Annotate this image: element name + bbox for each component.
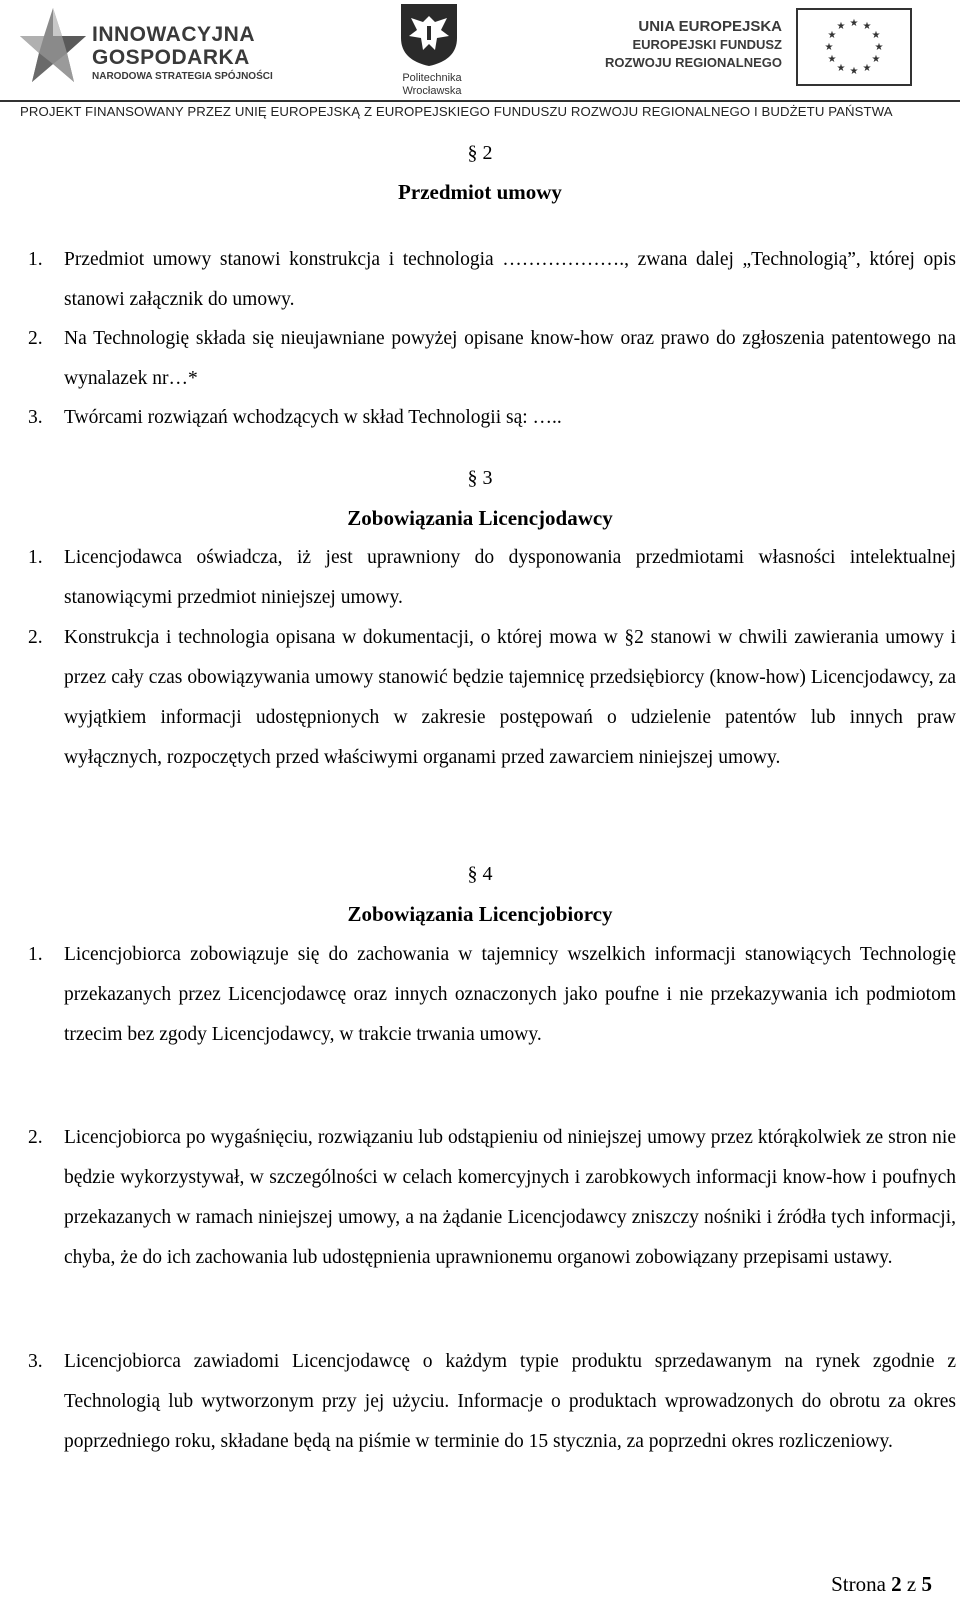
page-separator: z bbox=[906, 1572, 917, 1596]
eu-line1: UNIA EUROPEJSKA bbox=[638, 18, 782, 35]
university-name-line1: Politechnika bbox=[402, 72, 462, 84]
eu-line2: EUROPEJSKI FUNDUSZ bbox=[632, 37, 782, 52]
eu-flag-icon bbox=[796, 8, 912, 86]
section-number: § 4 bbox=[467, 863, 493, 885]
list-item bbox=[28, 319, 956, 399]
svg-text:★: ★ bbox=[836, 63, 846, 74]
item-text: Licencjobiorca zawiadomi Licencjodawcę o każdym typie produktu sprzedawanym na rynek zgodnie z Technologią lub wytworzonym przy jej użyciu. Informacje o produktach wprowadzonych do obrotu za okres poprzedniego roku, składane będą na piśmie w terminie do 15 stycznia, za poprzedni okres rozliczeniowy. bbox=[64, 1351, 956, 1452]
item-text: Licencjobiorca zobowiązuje się do zachowania w tajemnicy wszelkich informacji stanowiących Technologię przekazanych przez Licencjodawcę oraz innych oznaczonych jako poufne i nie przekazywania ich podmiotom trzecim bez zgody Licencjodawcy, w trakcie trwania umowy. bbox=[64, 944, 956, 1045]
item-number: 1. bbox=[28, 547, 43, 568]
svg-text:★: ★ bbox=[874, 42, 884, 53]
svg-text:★: ★ bbox=[871, 30, 881, 41]
svg-text:★: ★ bbox=[849, 18, 859, 29]
item-text: Licencjobiorca po wygaśnięciu, rozwiązaniu lub odstąpieniu od niniejszej umowy przez którąkolwiek ze stron nie będzie wykorzystywał, w szczególności w celach komercyjnych i zarobkowych informacji know-how i poufnych przekazanych w ramach niniejszej umowy, a na żądanie Licencjodawcy zniszczy nośniki i źródła tych informacji, chyba, że do ich zachowania lub udostępnienia uprawnionemu organowi zobowiązany przepisami ustawy. bbox=[64, 1127, 956, 1268]
item-text: Twórcami rozwiązań wchodzących w skład Technologii są: ….. bbox=[64, 407, 562, 428]
section-title: Zobowiązania Licencjodawcy bbox=[347, 506, 613, 530]
total-pages: 5 bbox=[921, 1572, 932, 1596]
item-number: 3. bbox=[28, 1351, 43, 1372]
section-number: § 3 bbox=[467, 467, 493, 489]
svg-text:★: ★ bbox=[871, 54, 881, 65]
svg-text:★: ★ bbox=[862, 63, 872, 74]
page-number-footer bbox=[831, 1572, 932, 1597]
item-number: 2. bbox=[28, 1127, 43, 1148]
logo-name-line2: GOSPODARKA bbox=[92, 46, 250, 69]
svg-text:★: ★ bbox=[849, 66, 859, 77]
innowacyjna-gospodarka-logo bbox=[18, 4, 278, 88]
page-label: Strona bbox=[831, 1572, 886, 1596]
item-number: 1. bbox=[28, 944, 43, 965]
list-item bbox=[28, 1118, 956, 1278]
section-title: Przedmiot umowy bbox=[398, 180, 562, 204]
eu-line3: ROZWOJU REGIONALNEGO bbox=[605, 55, 782, 70]
funding-caption: PROJEKT FINANSOWANY PRZEZ UNIĘ EUROPEJSKĄ Z EUROPEJSKIEGO FUNDUSZU ROZWOJU REGIONALNEGO I BUDŻETU PAŃSTWA bbox=[20, 104, 893, 119]
list-item bbox=[28, 1342, 956, 1462]
section-title: Zobowiązania Licencjobiorcy bbox=[347, 902, 613, 926]
university-name-line2: Wrocławska bbox=[402, 85, 462, 97]
politechnika-wroclawska-logo bbox=[393, 2, 473, 98]
svg-text:★: ★ bbox=[827, 54, 837, 65]
item-number: 3. bbox=[28, 407, 43, 428]
eagle-shield-icon bbox=[397, 2, 461, 68]
item-text: Przedmiot umowy stanowi konstrukcja i technologia ………………., zwana dalej „Technologią”, której opis stanowi załącznik do umowy. bbox=[64, 249, 956, 310]
item-text: Na Technologię składa się nieujawniane powyżej opisane know-how oraz prawo do zgłoszenia patentowego na wynalazek nr…* bbox=[64, 328, 956, 389]
item-number: 2. bbox=[28, 627, 43, 648]
list-item bbox=[28, 935, 956, 1055]
svg-text:★: ★ bbox=[827, 30, 837, 41]
list-item bbox=[28, 538, 956, 618]
list-item bbox=[28, 240, 956, 320]
item-text: Licencjodawca oświadcza, iż jest uprawniony do dysponowania przedmiotami własności intelektualnej stanowiącymi przedmiot niniejszej umowy. bbox=[64, 547, 956, 608]
eu-fund-logo bbox=[592, 6, 922, 86]
svg-text:★: ★ bbox=[836, 21, 846, 32]
list-item bbox=[28, 618, 956, 778]
section-number: § 2 bbox=[467, 142, 493, 164]
header-divider bbox=[0, 100, 960, 102]
logo-tagline: NARODOWA STRATEGIA SPÓJNOŚCI bbox=[92, 71, 273, 82]
list-item bbox=[28, 398, 956, 438]
item-text: Konstrukcja i technologia opisana w dokumentacji, o której mowa w §2 stanowi w chwili zawierania umowy i przez cały czas obowiązywania umowy stanowić będzie tajemnicę przedsiębiorcy (know-how) Licencjodawcy, za wyjątkiem informacji udostępnionych w zakresie postępowań o udzielenie patentów lub innych praw wyłącznych, rozpoczętych przed właściwymi organami przed zawarciem niniejszej umowy. bbox=[64, 627, 956, 768]
current-page: 2 bbox=[891, 1572, 902, 1596]
star-emblem-icon bbox=[18, 6, 88, 86]
item-number: 1. bbox=[28, 249, 43, 270]
logo-name-line1: INNOWACYJNA bbox=[92, 23, 256, 46]
svg-text:★: ★ bbox=[824, 42, 834, 53]
item-number: 2. bbox=[28, 328, 43, 349]
svg-text:★: ★ bbox=[862, 21, 872, 32]
